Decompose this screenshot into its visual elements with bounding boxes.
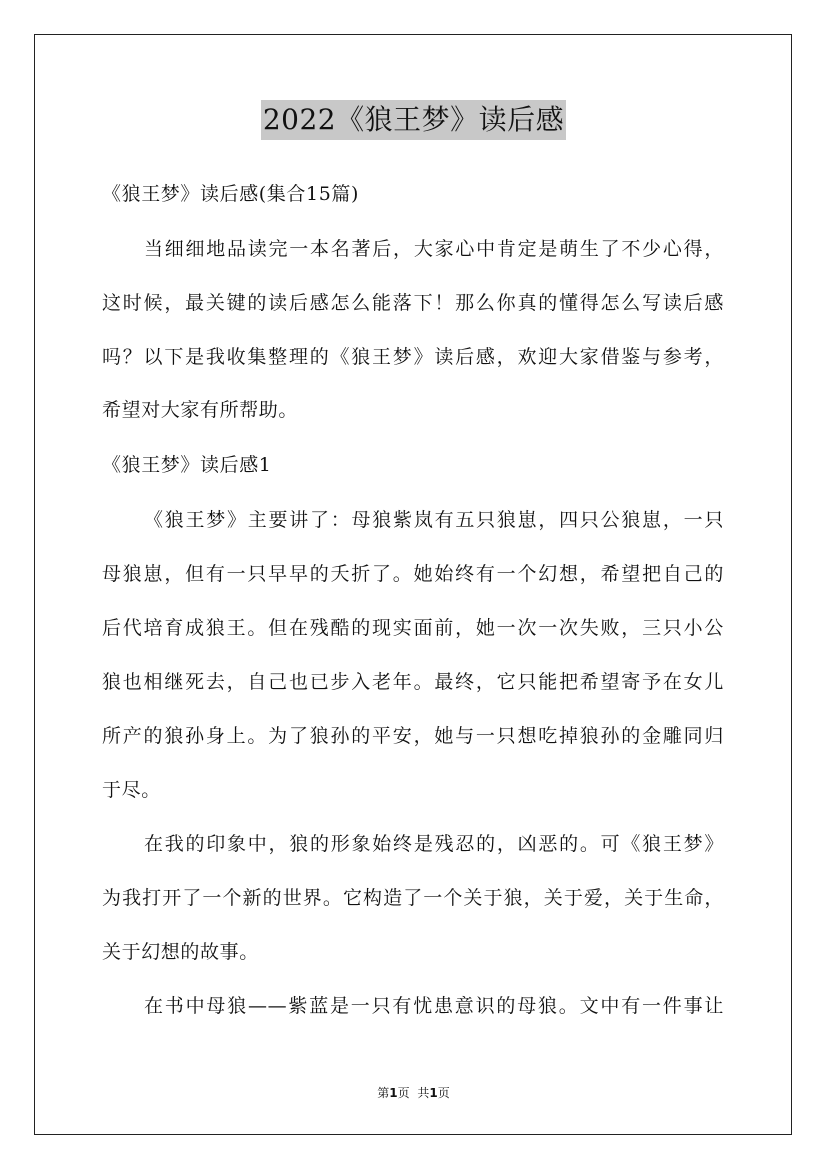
total-pages: 1 bbox=[429, 1086, 438, 1100]
section-heading: 《狼王梦》读后感1 bbox=[102, 454, 272, 476]
intro-line-3: 吗？以下是我收集整理的《狼王梦》读后感，欢迎大家借鉴与参考， bbox=[102, 346, 724, 368]
total-label-prefix: 共 bbox=[417, 1086, 430, 1100]
paragraph1-line-3: 后代培育成狼王。但在残酷的现实面前，她一次一次失败，三只小公 bbox=[102, 617, 724, 639]
page-label-prefix: 第 bbox=[377, 1086, 390, 1100]
paragraph2-line-1: 在我的印象中，狼的形象始终是残忍的，凶恶的。可《狼王梦》 bbox=[144, 833, 724, 855]
total-label-suffix: 页 bbox=[437, 1086, 450, 1100]
paragraph1-line-2: 母狼崽，但有一只早早的夭折了。她始终有一个幻想，希望把自己的 bbox=[102, 563, 724, 585]
paragraph1-line-6: 于尽。 bbox=[102, 779, 161, 801]
page-label-suffix: 页 bbox=[397, 1086, 410, 1100]
page-number: 1 bbox=[389, 1086, 398, 1100]
intro-line-2: 这时候，最关键的读后感怎么能落下！那么你真的懂得怎么写读后感 bbox=[102, 292, 724, 314]
paragraph1-line-1: 《狼王梦》主要讲了：母狼紫岚有五只狼崽，四只公狼崽，一只 bbox=[144, 509, 724, 531]
document-subtitle: 《狼王梦》读后感(集合15篇) bbox=[102, 183, 360, 205]
paragraph1-line-5: 所产的狼孙身上。为了狼孙的平安，她与一只想吃掉狼孙的金雕同归 bbox=[102, 725, 724, 747]
document-title: 2022《狼王梦》读后感 bbox=[261, 100, 566, 140]
paragraph1-line-4: 狼也相继死去，自己也已步入老年。最终，它只能把希望寄予在女儿 bbox=[102, 671, 724, 693]
intro-line-1: 当细细地品读完一本名著后，大家心中肯定是萌生了不少心得， bbox=[144, 238, 724, 260]
paragraph2-line-2: 为我打开了一个新的世界。它构造了一个关于狼，关于爱，关于生命， bbox=[102, 887, 724, 909]
page-footer bbox=[0, 1085, 827, 1101]
paragraph3-line-1: 在书中母狼——紫蓝是一只有忧患意识的母狼。文中有一件事让 bbox=[144, 995, 724, 1017]
intro-line-4: 希望对大家有所帮助。 bbox=[102, 399, 299, 421]
document-title-block bbox=[0, 100, 827, 140]
paragraph2-line-3: 关于幻想的故事。 bbox=[102, 941, 259, 963]
